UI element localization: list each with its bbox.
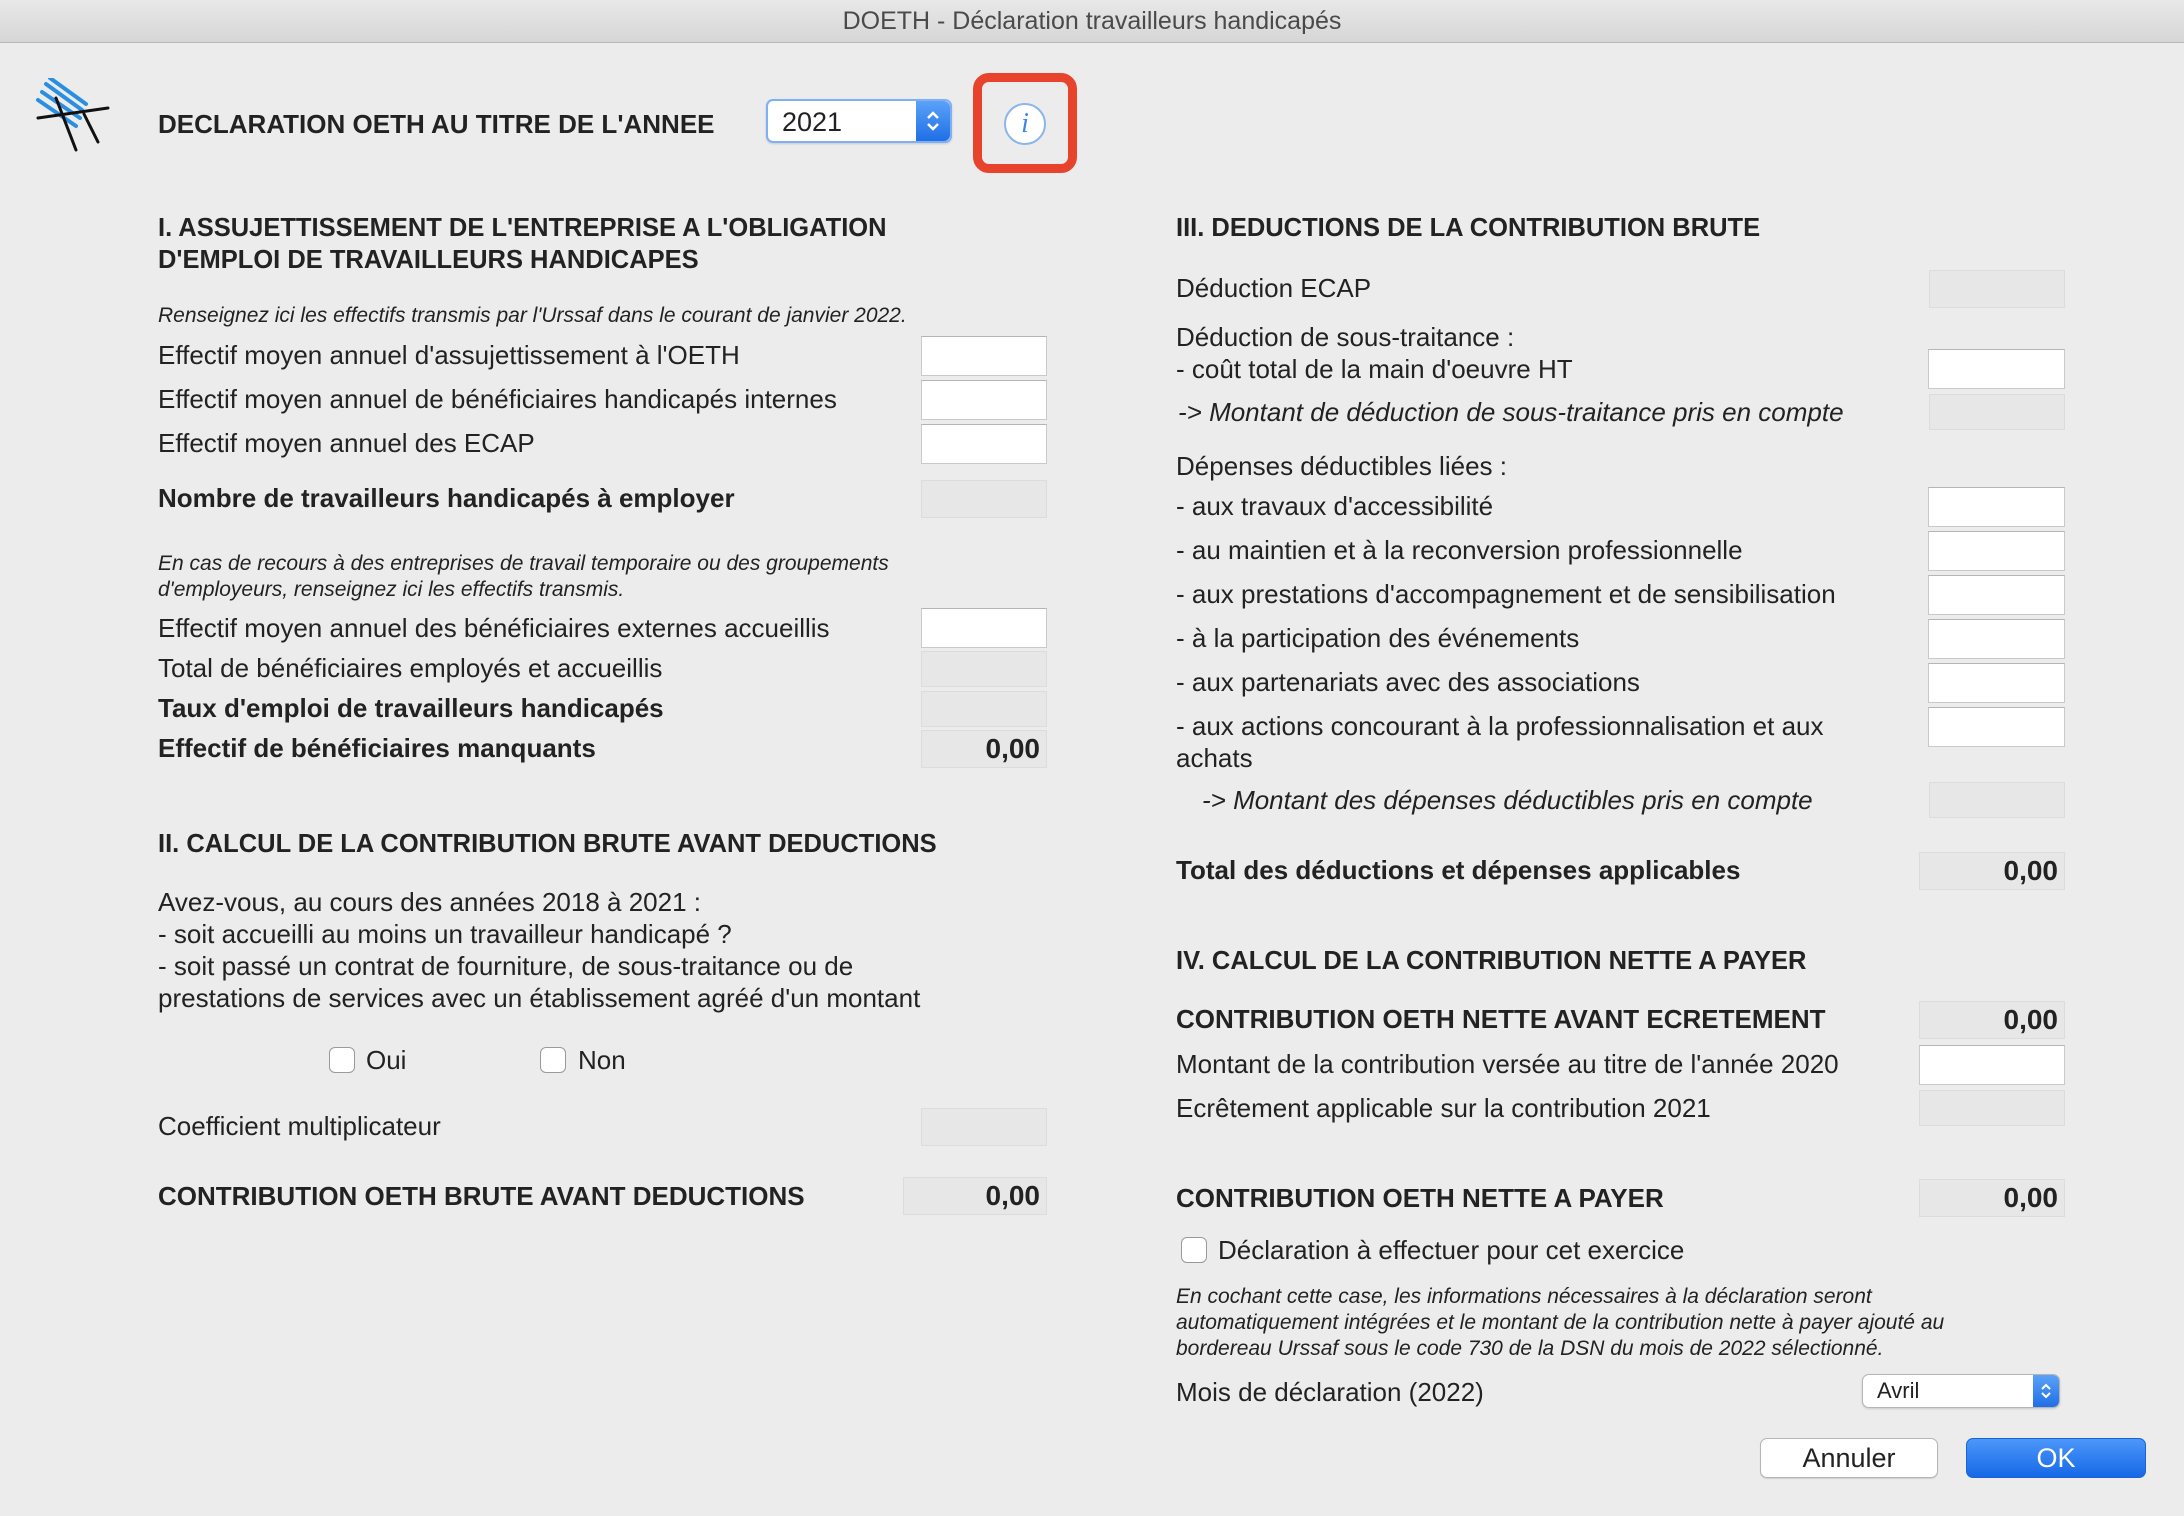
depense-professionnalisation-label-cont: achats [1176, 743, 1253, 773]
section2-question-line1: Avez-vous, au cours des années 2018 à 2021 : [158, 887, 702, 917]
section1-note2-line1: En cas de recours à des entreprises de travail temporaire ou des groupements [158, 552, 889, 575]
ecap-input[interactable] [921, 424, 1047, 464]
beneficiaires-internes-input[interactable] [921, 380, 1047, 420]
depense-partenariats-input[interactable] [1928, 663, 2065, 703]
contribution-nette-label: CONTRIBUTION OETH NETTE A PAYER [1176, 1183, 1664, 1213]
sous-traitance-label: Déduction de sous-traitance : [1176, 322, 1515, 352]
chevron-updown-icon [2040, 1380, 2052, 1402]
non-checkbox[interactable] [540, 1047, 566, 1073]
contribution-brute-value: 0,00 [903, 1177, 1047, 1215]
cout-main-oeuvre-input[interactable] [1928, 349, 2065, 389]
depenses-label: Dépenses déductibles liées : [1176, 451, 1507, 481]
section1-title-line2: D'EMPLOI DE TRAVAILLEURS HANDICAPES [158, 246, 699, 274]
deduction-ecap-label: Déduction ECAP [1176, 273, 1372, 303]
mois-stepper[interactable] [2033, 1375, 2059, 1407]
chevron-updown-icon [925, 108, 941, 134]
section1-note: Renseignez ici les effectifs transmis par l'Urssaf dans le courant de janvier 2022. [158, 304, 907, 327]
section1-note2-line2: d'employeurs, renseignez ici les effectifs transmis. [158, 578, 625, 601]
declaration-note-line3: bordereau Urssaf sous le code 730 de la DSN du mois de 2022 sélectionné. [1176, 1337, 1884, 1360]
window-titlebar [0, 0, 2184, 43]
depense-maintien-input[interactable] [1928, 531, 2065, 571]
row-effectif-assujettissement-label: Effectif moyen annuel d'assujettissement à l'OETH [158, 340, 740, 370]
oui-label[interactable]: Oui [366, 1045, 407, 1075]
total-beneficiaires-value [921, 651, 1047, 687]
taux-emploi-value [921, 691, 1047, 727]
year-stepper[interactable] [916, 101, 950, 141]
depense-evenements-input[interactable] [1928, 619, 2065, 659]
contribution-avant-ecretement-label: CONTRIBUTION OETH NETTE AVANT ECRETEMENT [1176, 1004, 1826, 1034]
nombre-th-value [921, 480, 1047, 518]
depense-professionnalisation-input[interactable] [1928, 707, 2065, 747]
coefficient-value [921, 1108, 1047, 1146]
total-deductions-value: 0,00 [1919, 852, 2065, 890]
declaration-note-line1: En cochant cette case, les informations nécessaires à la déclaration seront [1176, 1285, 1872, 1308]
effectif-assujettissement-input[interactable] [921, 336, 1047, 376]
depense-evenements-label: - à la participation des événements [1176, 623, 1580, 653]
section2-question-line3: - soit passé un contrat de fourniture, de sous-traitance ou de [158, 951, 854, 981]
section4-title: IV. CALCUL DE LA CONTRIBUTION NETTE A PAYER [1176, 947, 1807, 975]
row-total-beneficiaires-label: Total de bénéficiaires employés et accueillis [158, 653, 663, 683]
oui-checkbox[interactable] [329, 1047, 355, 1073]
section3-title: III. DEDUCTIONS DE LA CONTRIBUTION BRUTE [1176, 214, 1761, 242]
contribution-nette-value: 0,00 [1919, 1179, 2065, 1217]
depense-professionnalisation-label: - aux actions concourant à la professionnalisation et aux [1176, 711, 1824, 741]
declaration-year-label: DECLARATION OETH AU TITRE DE L'ANNEE [158, 109, 715, 139]
section1-title-line1: I. ASSUJETTISSEMENT DE L'ENTREPRISE A L'OBLIGATION [158, 214, 887, 242]
declaration-note-line2: automatiquement intégrées et le montant de la contribution nette à payer ajouté au [1176, 1311, 1945, 1334]
cancel-button[interactable]: Annuler [1760, 1438, 1938, 1478]
montant-sous-traitance-label: -> Montant de déduction de sous-traitance pris en compte [1178, 397, 1844, 427]
mois-declaration-label: Mois de déclaration (2022) [1176, 1377, 1484, 1407]
year-select-value: 2021 [782, 107, 843, 137]
cout-main-oeuvre-label: - coût total de la main d'oeuvre HT [1176, 354, 1573, 384]
coefficient-label: Coefficient multiplicateur [158, 1111, 441, 1141]
contribution-brute-label: CONTRIBUTION OETH BRUTE AVANT DEDUCTIONS [158, 1181, 805, 1211]
mois-declaration-value: Avril [1877, 1378, 1920, 1403]
row-taux-emploi-label: Taux d'emploi de travailleurs handicapés [158, 693, 664, 723]
ok-button[interactable]: OK [1966, 1438, 2146, 1478]
row-beneficiaires-manquants-label: Effectif de bénéficiaires manquants [158, 733, 596, 763]
contribution-avant-ecretement-value: 0,00 [1919, 1001, 2065, 1039]
deck-chair-logo-icon [34, 78, 114, 154]
row-ecap-label: Effectif moyen annuel des ECAP [158, 428, 535, 458]
beneficiaires-externes-input[interactable] [921, 608, 1047, 648]
depense-partenariats-label: - aux partenariats avec des associations [1176, 667, 1640, 697]
montant-depenses-value [1929, 782, 2065, 818]
row-nombre-th-label: Nombre de travailleurs handicapés à employer [158, 483, 735, 513]
depense-accessibilite-input[interactable] [1928, 487, 2065, 527]
ecretement-value [1919, 1090, 2065, 1126]
depense-accessibilite-label: - aux travaux d'accessibilité [1176, 491, 1494, 521]
row-beneficiaires-internes-label: Effectif moyen annuel de bénéficiaires handicapés internes [158, 384, 837, 414]
total-deductions-label: Total des déductions et dépenses applicables [1176, 855, 1741, 885]
beneficiaires-manquants-value: 0,00 [921, 730, 1047, 768]
mois-declaration-select[interactable] [1862, 1374, 2060, 1408]
depense-maintien-label: - au maintien et à la reconversion professionnelle [1176, 535, 1743, 565]
section2-question-line4: prestations de services avec un établissement agréé d'un montant [158, 983, 921, 1013]
row-beneficiaires-externes-label: Effectif moyen annuel des bénéficiaires externes accueillis [158, 613, 830, 643]
montant-sous-traitance-value [1929, 394, 2065, 430]
year-select[interactable] [766, 99, 952, 143]
montant-2020-label: Montant de la contribution versée au titre de l'année 2020 [1176, 1049, 1839, 1079]
ecretement-label: Ecrêtement applicable sur la contribution 2021 [1176, 1093, 1711, 1123]
montant-depenses-label: -> Montant des dépenses déductibles pris en compte [1202, 785, 1813, 815]
section2-title: II. CALCUL DE LA CONTRIBUTION BRUTE AVANT DEDUCTIONS [158, 830, 937, 858]
montant-2020-input[interactable] [1919, 1045, 2065, 1085]
info-button[interactable] [1004, 103, 1046, 145]
deduction-ecap-value [1929, 270, 2065, 308]
non-label[interactable]: Non [578, 1045, 626, 1075]
depense-prestations-label: - aux prestations d'accompagnement et de sensibilisation [1176, 579, 1836, 609]
section2-question-line2: - soit accueilli au moins un travailleur handicapé ? [158, 919, 732, 949]
declaration-checkbox-label[interactable]: Déclaration à effectuer pour cet exercice [1218, 1235, 1685, 1265]
depense-prestations-input[interactable] [1928, 575, 2065, 615]
window-title: DOETH - Déclaration travailleurs handicapés [842, 6, 1342, 35]
declaration-checkbox[interactable] [1181, 1237, 1207, 1263]
info-icon: i [1021, 108, 1029, 139]
